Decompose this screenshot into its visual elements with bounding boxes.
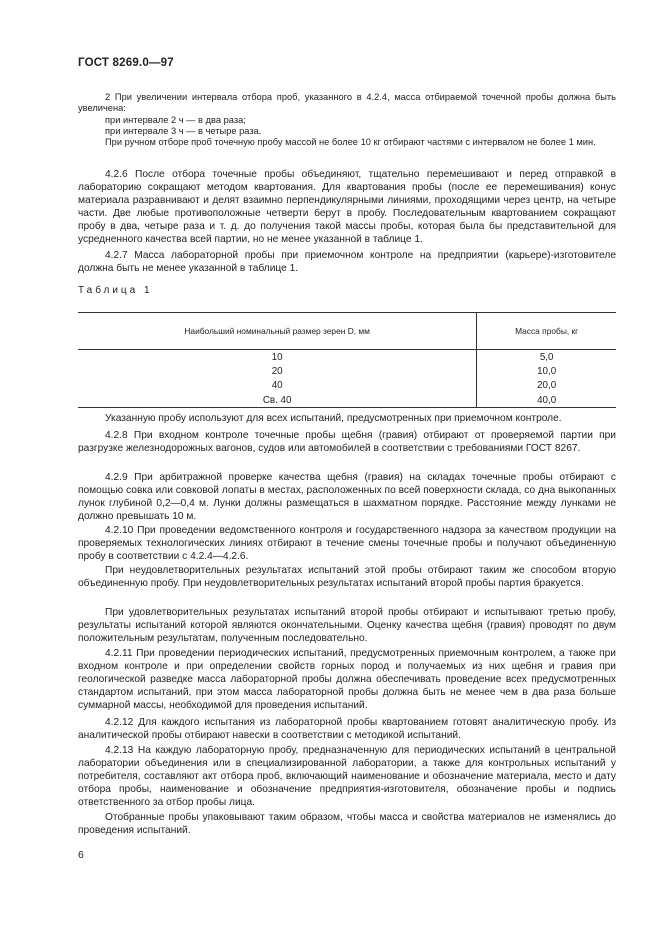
table-col-header-mass: Масса пробы, кг	[477, 313, 616, 350]
paragraph-4-2-8: 4.2.8 При входном контроле точечные пробы щебня (гравия) отбирают от проверяемой партии при разгрузке железнодорожных вагонов, судов или автомобилей в соответствии с требованиями ГОСТ 8267.	[78, 430, 616, 455]
paragraph-4-2-10-b: При неудовлетворительных результатах испытаний этой пробы отбирают таким же способом вторую объединенную пробу. При неудовлетворительных результатах испытаний второй пробы партия бракуется.	[78, 565, 616, 590]
table-cell-mass: 10,0	[537, 365, 557, 377]
table-row	[78, 393, 616, 408]
table-row	[78, 364, 616, 378]
page-number: 6	[78, 849, 84, 861]
table-row	[78, 350, 616, 365]
table-cell-size: 40	[78, 379, 477, 393]
table-header-row	[78, 313, 616, 350]
paragraph-4-2-10: 4.2.10 При проведении ведомственного контроля и государственного надзора за качеством продукции на проверяемых технологических линиях отбирают в течение смены точечные пробы и получают объединенную пробу в соответствии с 4.2.4—4.2.6.	[78, 525, 616, 563]
table-cell-size: 20	[78, 364, 477, 378]
table-cell-size: 10	[78, 350, 477, 365]
note-line: при интервале 2 ч — в два раза;	[105, 114, 246, 125]
note-line: При ручном отборе проб точечную пробу массой не более 10 кг отбирают частями с интервалом не более 1 мин.	[105, 137, 596, 148]
note-line: 2 При увеличении интервала отбора проб, указанного в 4.2.4, масса отбираемой точечной пробы должна быть увеличена:	[78, 92, 616, 114]
paragraph-final: Отобранные пробы упаковывают таким образом, чтобы масса и свойства материалов не изменялись до проведения испытаний.	[78, 812, 616, 837]
paragraph-4-2-7: 4.2.7 Масса лабораторной пробы при приемочном контроле на предприятии (карьере)-изготовителе должна быть не менее указанной в таблице 1.	[78, 250, 616, 275]
paragraph-4-2-10-c: При удовлетворительных результатах испытаний второй пробы отбирают и испытывают третью пробу, результаты испытаний которой являются окончательными. Оценку качества щебня (гравия) проводят по двум положительным результатам, полученным последовательно.	[78, 607, 616, 645]
document-header: ГОСТ 8269.0—97	[78, 57, 174, 69]
table-1	[78, 312, 616, 408]
note-line: при интервале 3 ч — в четыре раза.	[105, 125, 262, 136]
paragraph-after-table: Указанную пробу используют для всех испытаний, предусмотренных при приемочном контроле.	[105, 413, 562, 424]
table-cell-size: Св. 40	[78, 393, 477, 408]
paragraph-4-2-11: 4.2.11 При проведении периодических испытаний, предусмотренных приемочным контролем, а также при входном контроле и при определении свойств горных пород и получаемых из них щебня и гравия при геологической разведке масса лабораторной пробы должна обеспечивать проведение всех предусмотренных стандартом испытаний, при этом масса лабораторной пробы должна быть не менее чем в два раза больше суммарной массы, необходимой для проведения испытаний.	[78, 648, 616, 712]
paragraph-4-2-13: 4.2.13 На каждую лабораторную пробу, предназначенную для периодических испытаний в центральной лаборатории объединения или в специализированной лаборатории, а также для контрольных испытаний у потребителя, составляют акт отбора проб, включающий наименование и обозначение материала, место и дату отбора пробы, наименование и обозначение предприятия-изготовителя, обозначение пробы и подпись ответственного за отбор пробы лица.	[78, 745, 616, 809]
table-caption: Таблица 1	[78, 285, 153, 296]
paragraph-4-2-12: 4.2.12 Для каждого испытания из лабораторной пробы квартованием готовят аналитическую пробу. Из аналитической пробы отбирают навески в соответствии с методикой испытаний.	[78, 717, 616, 742]
table-col-header-size: Наибольший номинальный размер зерен D, мм	[78, 313, 477, 350]
table-row	[78, 379, 616, 393]
paragraph-4-2-6: 4.2.6 После отбора точечные пробы объединяют, тщательно перемешивают и перед отправкой в лабораторию сокращают методом квартования. Для квартования пробы (после ее перемешивания) конус материала разравнивают и делят взаимно перпендикулярными линиями, проходящими через центр, на четыре части. Две любые противоположные четверти берут в пробу. Последовательным квартованием сокращают пробу в два, четыре раза и т. д. до получения такой массы пробы, которая была бы представительной для усредненного качества всей партии, но не менее указанной в таблице 1.	[78, 169, 616, 246]
note-2	[78, 92, 616, 148]
table-cell-mass: 20,0	[537, 380, 557, 392]
paragraph-4-2-9: 4.2.9 При арбитражной проверке качества щебня (гравия) на складах точечные пробы отбирают с помощью совка или совковой лопаты в местах, расположенных по всей поверхности склада, со дна выкопанных лунок глубиной 0,2—0,4 м. Лунки должны размещаться в шахматном порядке. Расстояние между лунками не должно превышать 10 м.	[78, 472, 616, 523]
table-cell-mass: 5,0	[539, 351, 554, 363]
table-cell-mass: 40,0	[477, 393, 616, 408]
